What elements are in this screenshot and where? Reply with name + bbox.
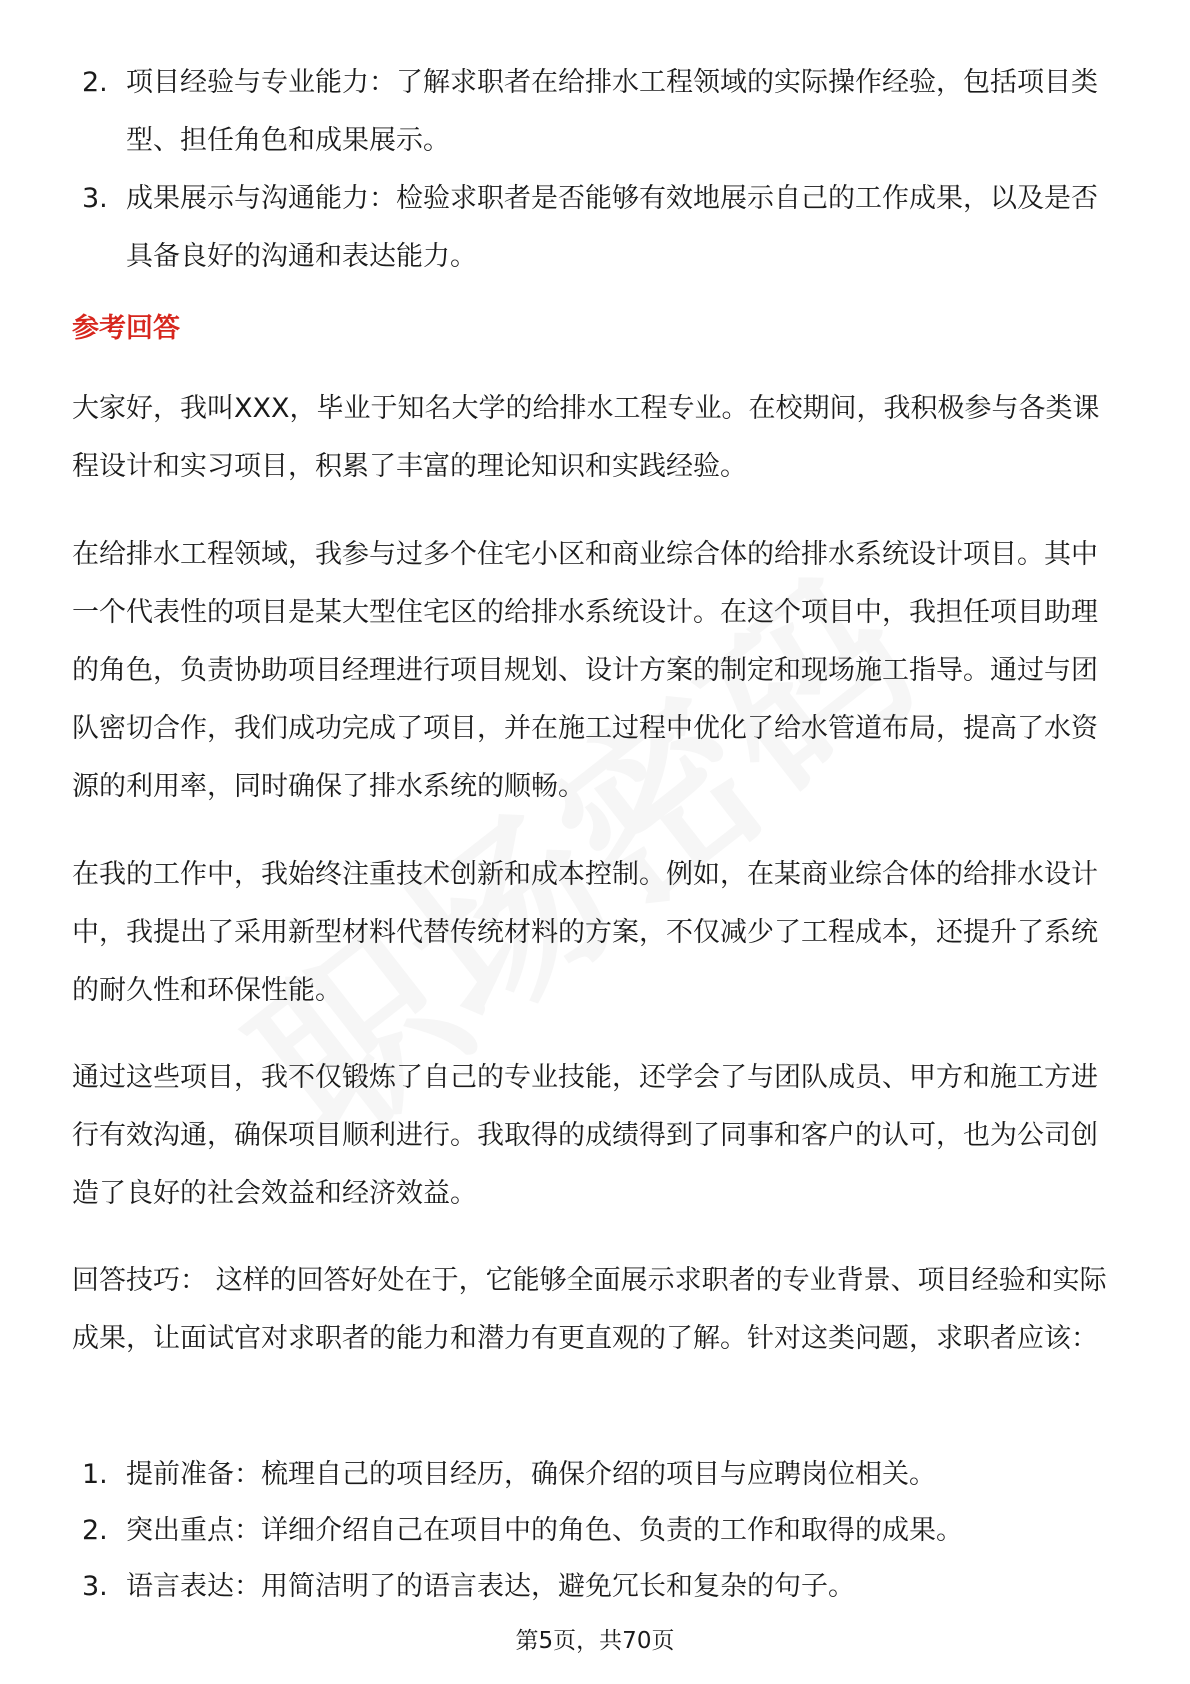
list-item-text: 成果展示与沟通能力：检验求职者是否能够有效地展示自己的工作成果，以及是否具备良好的沟通和表达能力。 [126,183,1098,272]
list-item-number: 3. [82,1571,108,1602]
page-number: 第5页，共70页 [515,1628,675,1654]
list-item [82,1559,1122,1615]
criteria-list [82,54,1122,286]
list-item-text: 提前准备：梳理自己的项目经历，确保介绍的项目与应聘岗位相关。 [126,1459,936,1490]
answer-paragraph: 大家好，我叫XXX，毕业于知名大学的给排水工程专业。在校期间，我积极参与各类课程设计和实习项目，积累了丰富的理论知识和实践经验。 [72,393,1100,482]
list-item-number: 1. [82,1459,108,1490]
list-item-text: 项目经验与专业能力：了解求职者在给排水工程领域的实际操作经验，包括项目类型、担任角色和成果展示。 [126,67,1098,156]
section-heading: 参考回答 [72,313,180,344]
answer-paragraph: 在我的工作中，我始终注重技术创新和成本控制。例如，在某商业综合体的给排水设计中，我提出了采用新型材料代替传统材料的方案，不仅减少了工程成本，还提升了系统的耐久性和环保性能。 [72,859,1098,1006]
answer-paragraph: 在给排水工程领域，我参与过多个住宅小区和商业综合体的给排水系统设计项目。其中一个代表性的项目是某大型住宅区的给排水系统设计。在这个项目中，我担任项目助理的角色，负责协助项目经理进行项目规划、设计方案的制定和现场施工指导。通过与团队密切合作，我们成功完成了项目，并在施工过程中优化了给水管道布局，提高了水资源的利用率，同时确保了排水系统的顺畅。 [72,539,1098,802]
list-item [82,1447,1122,1503]
list-item-number: 3. [82,183,108,214]
list-item-number: 2. [82,67,108,98]
list-item-text: 语言表达：用简洁明了的语言表达，避免冗长和复杂的句子。 [126,1571,855,1602]
answer-paragraph: 通过这些项目，我不仅锻炼了自己的专业技能，还学会了与团队成员、甲方和施工方进行有效沟通，确保项目顺利进行。我取得的成绩得到了同事和客户的认可，也为公司创造了良好的社会效益和经济效益。 [72,1062,1098,1209]
list-item [82,170,1122,286]
list-item [82,1503,1122,1559]
list-item [82,54,1122,170]
list-item-text: 突出重点：详细介绍自己在项目中的角色、负责的工作和取得的成果。 [126,1515,963,1546]
list-item-number: 2. [82,1515,108,1546]
tips-list [82,1447,1122,1615]
tips-paragraph: 回答技巧： 这样的回答好处在于，它能够全面展示求职者的专业背景、项目经验和实际成果，让面试官对求职者的能力和潜力有更直观的了解。针对这类问题，求职者应该： [72,1265,1107,1354]
